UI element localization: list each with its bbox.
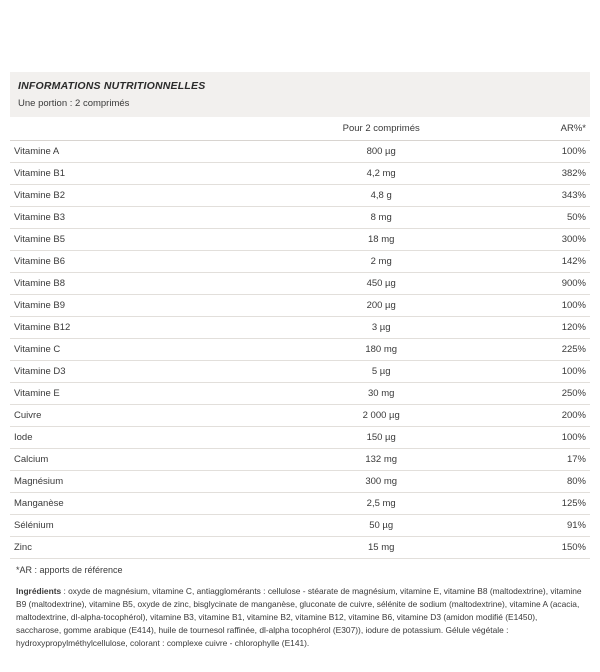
reference-intake-footnote: *AR : apports de référence	[16, 565, 123, 575]
nutrition-table	[10, 117, 590, 559]
nutrient-ar: 100%	[486, 295, 590, 317]
column-header-ar: AR%*	[486, 117, 590, 141]
table-row	[10, 493, 590, 515]
nutrient-ar: 100%	[486, 141, 590, 163]
nutrient-ar: 125%	[486, 493, 590, 515]
table-row	[10, 339, 590, 361]
nutrient-name: Iode	[10, 427, 277, 449]
nutrient-name: Vitamine B8	[10, 273, 277, 295]
nutrient-ar: 50%	[486, 207, 590, 229]
serving-size-text: Une portion : 2 comprimés	[18, 98, 130, 109]
table-row	[10, 405, 590, 427]
nutrient-ar: 300%	[486, 229, 590, 251]
nutrient-ar: 91%	[486, 515, 590, 537]
nutrient-amount: 4,2 mg	[277, 163, 486, 185]
nutrient-amount: 5 µg	[277, 361, 486, 383]
table-body	[10, 141, 590, 559]
table-row	[10, 471, 590, 493]
table-row	[10, 295, 590, 317]
nutrition-document	[0, 72, 600, 672]
nutrient-name: Zinc	[10, 537, 277, 559]
nutrient-name: Vitamine B12	[10, 317, 277, 339]
nutrient-ar: 343%	[486, 185, 590, 207]
nutrient-name: Magnésium	[10, 471, 277, 493]
nutrient-amount: 8 mg	[277, 207, 486, 229]
nutrient-ar: 225%	[486, 339, 590, 361]
nutrient-ar: 80%	[486, 471, 590, 493]
nutrient-name: Vitamine B6	[10, 251, 277, 273]
table-row	[10, 383, 590, 405]
table-row	[10, 427, 590, 449]
nutrient-ar: 150%	[486, 537, 590, 559]
nutrient-amount: 50 µg	[277, 515, 486, 537]
nutrient-name: Sélénium	[10, 515, 277, 537]
table-row	[10, 251, 590, 273]
nutrition-header-panel	[10, 72, 590, 117]
nutrient-amount: 450 µg	[277, 273, 486, 295]
nutrient-name: Vitamine B2	[10, 185, 277, 207]
table-row	[10, 207, 590, 229]
ingredients-text: : oxyde de magnésium, vitamine C, antiagglomérants : cellulose - stéarate de magnésium, vitamine E, vitamine B8 (maltodextrine), vitamine B9 (maltodextrine), vitamine B5, oxyde de zinc, bisglycinate de manganèse, gluconate de cuivre, sélénite de sodium (maltodextrine), vitamine A (acacia, maltodextrine, dl-alpha-tocophérol), vitamine B3, vitamine B1, vitamine B2, vitamine B12, vitamine B6, vitamine D3 (amidon modifié (E1450), saccharose, gomme arabique (E414), huile de tournesol raffinée, dl-alpha tocophérol (E307)), iodure de potassium. Gélule végétale : hydroxypropylméthylcellulose, colorant : complexe cuivre - chlorophylle (E141).	[16, 586, 582, 649]
nutrient-amount: 300 mg	[277, 471, 486, 493]
nutrient-amount: 180 mg	[277, 339, 486, 361]
nutrient-amount: 132 mg	[277, 449, 486, 471]
table-row	[10, 229, 590, 251]
nutrient-name: Vitamine B3	[10, 207, 277, 229]
nutrient-name: Vitamine D3	[10, 361, 277, 383]
nutrient-name: Manganèse	[10, 493, 277, 515]
column-header-amount: Pour 2 comprimés	[277, 117, 486, 141]
nutrient-ar: 100%	[486, 361, 590, 383]
nutrient-ar: 120%	[486, 317, 590, 339]
nutrient-name: Cuivre	[10, 405, 277, 427]
nutrient-amount: 2,5 mg	[277, 493, 486, 515]
nutrient-ar: 142%	[486, 251, 590, 273]
nutrient-ar: 900%	[486, 273, 590, 295]
nutrient-amount: 200 µg	[277, 295, 486, 317]
nutrient-amount: 30 mg	[277, 383, 486, 405]
nutrient-ar: 250%	[486, 383, 590, 405]
table-row	[10, 141, 590, 163]
table-row	[10, 273, 590, 295]
nutrient-amount: 2 000 µg	[277, 405, 486, 427]
column-header-nutrient	[10, 117, 277, 141]
page-title: INFORMATIONS NUTRITIONNELLES	[18, 80, 206, 92]
nutrient-name: Vitamine C	[10, 339, 277, 361]
table-row	[10, 317, 590, 339]
table-header-row	[10, 117, 590, 141]
nutrient-name: Vitamine E	[10, 383, 277, 405]
nutrient-ar: 100%	[486, 427, 590, 449]
nutrient-name: Vitamine B5	[10, 229, 277, 251]
table-row	[10, 185, 590, 207]
nutrient-amount: 800 µg	[277, 141, 486, 163]
ingredients-label: Ingrédients	[16, 586, 62, 596]
nutrient-amount: 18 mg	[277, 229, 486, 251]
nutrient-name: Vitamine A	[10, 141, 277, 163]
nutrient-ar: 382%	[486, 163, 590, 185]
nutrient-amount: 15 mg	[277, 537, 486, 559]
nutrient-amount: 3 µg	[277, 317, 486, 339]
nutrient-name: Vitamine B1	[10, 163, 277, 185]
nutrient-amount: 150 µg	[277, 427, 486, 449]
table-row	[10, 163, 590, 185]
nutrient-amount: 4,8 g	[277, 185, 486, 207]
nutrient-amount: 2 mg	[277, 251, 486, 273]
table-row	[10, 537, 590, 559]
table-row	[10, 361, 590, 383]
ingredients-paragraph	[10, 585, 590, 650]
table-row	[10, 449, 590, 471]
table-header	[10, 117, 590, 141]
nutrient-ar: 200%	[486, 405, 590, 427]
table-row	[10, 515, 590, 537]
nutrient-name: Calcium	[10, 449, 277, 471]
nutrient-name: Vitamine B9	[10, 295, 277, 317]
nutrient-ar: 17%	[486, 449, 590, 471]
